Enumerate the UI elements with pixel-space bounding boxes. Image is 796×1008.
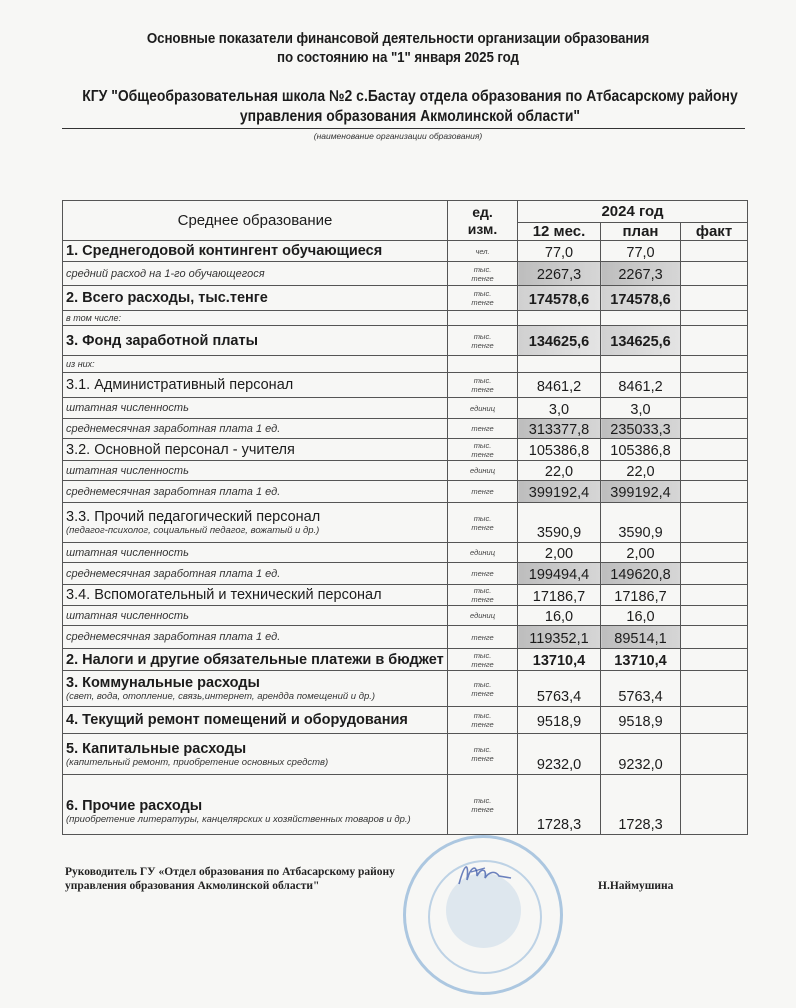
row-unit-cell <box>448 481 518 503</box>
row-value-12m: 3590,9 <box>518 503 601 543</box>
table-row <box>63 419 748 439</box>
row-label: 3.1. Административный персонал <box>66 377 294 393</box>
row-value-fact <box>681 585 748 606</box>
row-label-cell <box>63 373 448 398</box>
row-unit: тенге <box>471 487 494 496</box>
row-unit: тенге <box>471 754 494 763</box>
row-value-fact <box>681 543 748 563</box>
row-label-cell <box>63 563 448 585</box>
organization-underline <box>62 128 745 129</box>
row-sublabel: (свет, вода, отопление, связь,интернет, арендда помещений и др.) <box>66 691 376 702</box>
row-value-12m: 134625,6 <box>518 326 601 356</box>
row-value-plan: 5763,4 <box>601 671 681 707</box>
row-label: 1. Среднегодовой контингент обучающиеся <box>66 243 383 259</box>
row-label-cell <box>63 286 448 311</box>
row-value-fact <box>681 707 748 734</box>
table-row <box>63 439 748 461</box>
row-unit: тыс. <box>473 440 492 450</box>
row-unit: единиц <box>470 403 495 413</box>
row-label-cell <box>63 707 448 734</box>
row-label: среднемесячная заработная плата 1 ед. <box>66 485 281 498</box>
row-label: среднемесячная заработная плата 1 ед. <box>66 567 281 580</box>
row-value-fact <box>681 439 748 461</box>
row-unit: тыс. <box>473 289 492 298</box>
row-unit-cell <box>448 649 518 671</box>
row-value-plan: 174578,6 <box>601 286 681 311</box>
table-row <box>63 262 748 286</box>
row-unit: чел. <box>475 246 490 256</box>
row-unit: тенге <box>471 385 494 394</box>
signer-name: Н.Наймушина <box>598 880 674 892</box>
row-value-12m: 9232,0 <box>518 734 601 775</box>
table-row <box>63 241 748 262</box>
row-unit-cell <box>448 373 518 398</box>
row-label-cell <box>63 241 448 262</box>
row-value-fact <box>681 356 748 373</box>
row-value-plan: 3,0 <box>601 398 681 419</box>
header-unit-line2: изм. <box>467 220 498 237</box>
header-unit-line1: ед. <box>472 203 493 220</box>
row-label: среднемесячная заработная плата 1 ед. <box>66 422 281 435</box>
row-unit-cell <box>448 543 518 563</box>
row-value-plan: 3590,9 <box>601 503 681 543</box>
row-unit-cell <box>448 671 518 707</box>
row-unit: тенге <box>471 659 494 669</box>
table-row <box>63 606 748 626</box>
row-value-fact <box>681 311 748 326</box>
row-value-fact <box>681 481 748 503</box>
document-date: по состоянию на "1" января 2025 год <box>277 50 519 66</box>
row-value-12m: 13710,4 <box>518 649 601 671</box>
row-value-plan: 235033,3 <box>601 419 681 439</box>
table-row <box>63 775 748 835</box>
row-unit-cell <box>448 626 518 649</box>
table-row <box>63 649 748 671</box>
row-value-12m: 313377,8 <box>518 419 601 439</box>
table-row <box>63 734 748 775</box>
table-row <box>63 461 748 481</box>
row-unit-cell <box>448 707 518 734</box>
row-value-plan: 149620,8 <box>601 563 681 585</box>
table-row <box>63 707 748 734</box>
table-row <box>63 326 748 356</box>
row-value-fact <box>681 649 748 671</box>
row-value-12m: 3,0 <box>518 398 601 419</box>
header-fact: факт <box>681 223 748 241</box>
row-value-12m: 8461,2 <box>518 373 601 398</box>
row-value-fact <box>681 262 748 286</box>
row-label-cell <box>63 734 448 775</box>
row-unit: тыс. <box>473 513 492 523</box>
row-label: среднемесячная заработная плата 1 ед. <box>66 631 281 643</box>
row-value-fact <box>681 373 748 398</box>
row-value-fact <box>681 419 748 439</box>
row-value-12m: 105386,8 <box>518 439 601 461</box>
row-value-plan: 134625,6 <box>601 326 681 356</box>
row-value-plan: 105386,8 <box>601 439 681 461</box>
row-unit-cell <box>448 311 518 326</box>
row-value-12m: 1728,3 <box>518 775 601 835</box>
table-row <box>63 311 748 326</box>
organization-name-line1: КГУ "Общеобразовательная школа №2 с.Бастау отдела образования по Атбасарскому району <box>82 88 738 105</box>
row-unit-cell <box>448 563 518 585</box>
row-value-fact <box>681 775 748 835</box>
row-label: штатная численность <box>66 464 189 477</box>
row-unit: единиц <box>470 611 495 620</box>
table-row <box>63 356 748 373</box>
header-section <box>63 201 448 241</box>
row-value-12m: 174578,6 <box>518 286 601 311</box>
row-value-fact <box>681 671 748 707</box>
row-value-12m: 119352,1 <box>518 626 601 649</box>
row-value-fact <box>681 503 748 543</box>
row-label-cell <box>63 481 448 503</box>
header-row-1 <box>63 201 748 223</box>
row-unit: тенге <box>471 340 494 350</box>
row-value-fact <box>681 563 748 585</box>
row-label: штатная численность <box>66 402 189 414</box>
table-row <box>63 398 748 419</box>
row-unit-cell <box>448 585 518 606</box>
row-label-cell <box>63 398 448 419</box>
row-value-plan: 9518,9 <box>601 707 681 734</box>
row-value-12m: 22,0 <box>518 461 601 481</box>
row-unit: тыс. <box>473 679 492 689</box>
row-value-plan: 16,0 <box>601 606 681 626</box>
row-label: 3.4. Вспомогательный и технический персонал <box>66 587 382 603</box>
row-label-cell <box>63 311 448 326</box>
table-row <box>63 626 748 649</box>
row-label-cell <box>63 775 448 835</box>
row-value-fact <box>681 606 748 626</box>
row-unit-cell <box>448 398 518 419</box>
row-unit: единиц <box>470 466 495 475</box>
row-unit: тенге <box>471 569 494 578</box>
row-label-cell <box>63 543 448 563</box>
row-unit-cell <box>448 606 518 626</box>
row-value-plan: 2267,3 <box>601 262 681 286</box>
row-unit: тенге <box>471 273 494 283</box>
table-row <box>63 373 748 398</box>
row-unit: тенге <box>471 632 494 642</box>
row-label: 2. Всего расходы, тыс.тенге <box>66 290 268 306</box>
row-label-cell <box>63 649 448 671</box>
header-12m: 12 мес. <box>518 223 601 241</box>
table-row <box>63 286 748 311</box>
row-unit-cell <box>448 775 518 835</box>
row-unit-cell <box>448 326 518 356</box>
table-row <box>63 543 748 563</box>
row-label-cell <box>63 606 448 626</box>
table-row <box>63 585 748 606</box>
row-label-cell <box>63 356 448 373</box>
row-unit: тенге <box>471 449 494 459</box>
header-unit <box>448 201 518 241</box>
row-value-fact <box>681 734 748 775</box>
signature-icon <box>455 858 515 888</box>
row-unit-cell <box>448 439 518 461</box>
row-value-fact <box>681 626 748 649</box>
organization-name-line2: управления образования Акмолинской области" <box>239 108 581 125</box>
row-value-12m <box>518 356 601 373</box>
row-value-plan: 17186,7 <box>601 585 681 606</box>
row-value-plan <box>601 311 681 326</box>
row-value-plan: 77,0 <box>601 241 681 262</box>
row-value-fact <box>681 461 748 481</box>
row-value-plan: 89514,1 <box>601 626 681 649</box>
row-label-cell <box>63 671 448 707</box>
header-section-label: Среднее образование <box>177 212 333 229</box>
row-value-fact <box>681 398 748 419</box>
signatory-title-line1: Руководитель ГУ «Отдел образования по Атбасарскому району <box>65 866 395 878</box>
row-sublabel: (приобретение литературы, канцелярских и хозяйственных товаров и др.) <box>66 814 411 825</box>
header-year: 2024 год <box>518 201 748 223</box>
row-value-plan: 399192,4 <box>601 481 681 503</box>
row-unit: тыс. <box>473 264 492 274</box>
row-value-12m: 2,00 <box>518 543 601 563</box>
row-value-plan: 22,0 <box>601 461 681 481</box>
table-row <box>63 481 748 503</box>
row-value-plan: 1728,3 <box>601 775 681 835</box>
row-unit-cell <box>448 734 518 775</box>
row-label-cell <box>63 326 448 356</box>
organization-caption: (наименование организации образования) <box>313 131 483 141</box>
row-unit: тыс. <box>473 376 492 385</box>
row-label: 2. Налоги и другие обязательные платежи в бюджет <box>66 651 444 668</box>
row-label: 3. Коммунальные расходы <box>66 675 260 691</box>
document-title: Основные показатели финансовой деятельности организации образования <box>146 31 650 47</box>
row-sublabel: (капительный ремонт, приобретение основных средств) <box>66 756 329 768</box>
row-label-cell <box>63 439 448 461</box>
row-value-plan: 2,00 <box>601 543 681 563</box>
row-value-12m: 5763,4 <box>518 671 601 707</box>
row-unit-cell <box>448 503 518 543</box>
row-label: в том числе: <box>66 313 122 323</box>
row-value-12m: 77,0 <box>518 241 601 262</box>
row-value-plan <box>601 356 681 373</box>
row-unit: тенге <box>471 688 494 698</box>
row-unit: тенге <box>471 298 494 307</box>
row-unit: тенге <box>471 804 494 814</box>
row-value-12m: 399192,4 <box>518 481 601 503</box>
row-value-12m: 16,0 <box>518 606 601 626</box>
header-plan: план <box>601 223 681 241</box>
row-label: 3. Фонд заработной платы <box>66 332 258 349</box>
row-label-cell <box>63 585 448 606</box>
row-unit-cell <box>448 461 518 481</box>
row-unit: тенге <box>471 522 494 532</box>
row-label: 4. Текущий ремонт помещений и оборудования <box>66 712 408 728</box>
row-value-12m: 199494,4 <box>518 563 601 585</box>
row-unit: тыс. <box>473 650 492 660</box>
signatory-title-line2: управления образования Акмолинской области" <box>65 880 320 892</box>
row-label: средний расход на 1-го обучающегося <box>66 267 265 280</box>
row-value-fact <box>681 241 748 262</box>
row-sublabel: (педагог-психолог, социальный педагог, вожатый и др.) <box>66 525 320 536</box>
row-unit: единиц <box>470 548 495 557</box>
row-unit: тенге <box>471 424 494 433</box>
row-label: штатная численность <box>66 609 189 622</box>
row-value-plan: 8461,2 <box>601 373 681 398</box>
row-unit-cell <box>448 262 518 286</box>
row-value-12m: 17186,7 <box>518 585 601 606</box>
row-label-cell <box>63 626 448 649</box>
row-value-fact <box>681 326 748 356</box>
row-label: из них: <box>66 359 95 369</box>
row-unit-cell <box>448 419 518 439</box>
row-value-plan: 13710,4 <box>601 649 681 671</box>
financial-indicators-table <box>62 200 748 835</box>
row-unit: тыс. <box>473 745 492 754</box>
table-row <box>63 503 748 543</box>
row-value-12m <box>518 311 601 326</box>
row-label: штатная численность <box>66 546 189 559</box>
row-unit-cell <box>448 356 518 373</box>
row-value-plan: 9232,0 <box>601 734 681 775</box>
row-unit: тыс. <box>473 711 492 720</box>
row-value-12m: 9518,9 <box>518 707 601 734</box>
row-label-cell <box>63 262 448 286</box>
row-unit-cell <box>448 286 518 311</box>
row-value-12m: 2267,3 <box>518 262 601 286</box>
row-value-fact <box>681 286 748 311</box>
row-unit: тенге <box>471 595 494 604</box>
row-unit: тенге <box>471 720 494 729</box>
row-unit: тыс. <box>473 331 492 341</box>
row-label: 3.2. Основной персонал - учителя <box>66 441 295 458</box>
row-label-cell <box>63 461 448 481</box>
row-unit-cell <box>448 241 518 262</box>
row-label: 6. Прочие расходы <box>66 798 203 814</box>
row-unit: тыс. <box>473 795 492 805</box>
table-row <box>63 671 748 707</box>
row-label-cell <box>63 419 448 439</box>
table-row <box>63 563 748 585</box>
row-label: 3.3. Прочий педагогический персонал <box>66 509 321 525</box>
row-label-cell <box>63 503 448 543</box>
row-label: 5. Капитальные расходы <box>66 740 247 757</box>
row-unit: тыс. <box>473 586 492 595</box>
